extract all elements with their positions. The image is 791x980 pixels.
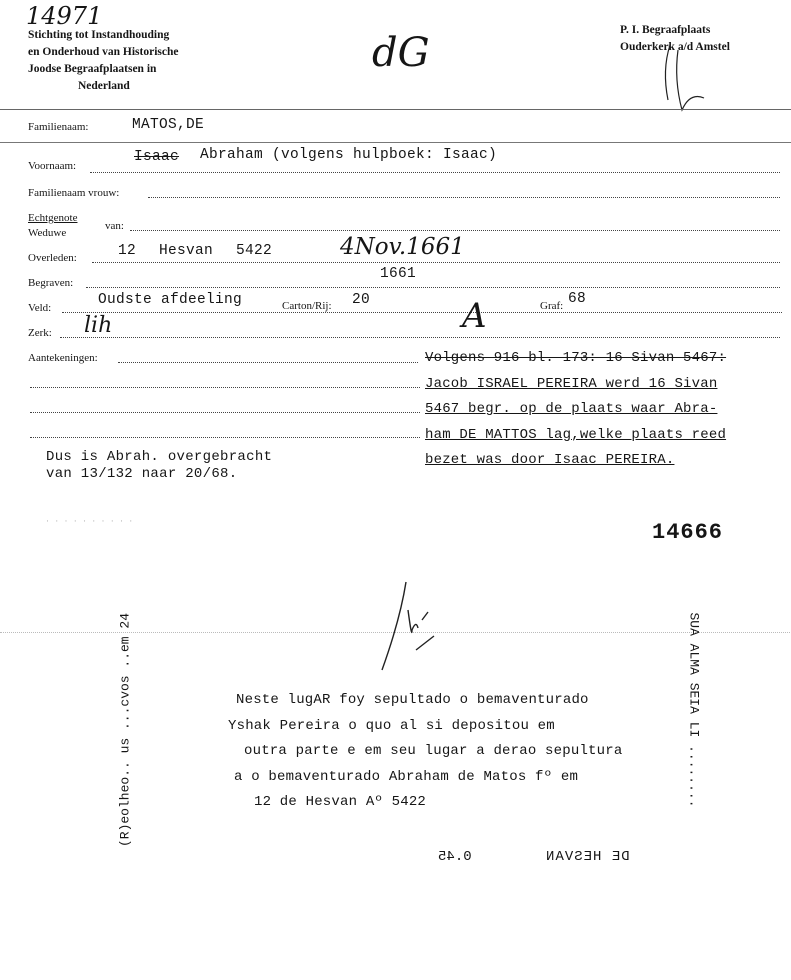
familienaam-label: Familienaam:	[28, 121, 89, 133]
initials-handwritten: dG	[372, 30, 430, 76]
mirrored-text-2: DE HESVAN	[545, 849, 630, 865]
inscription	[224, 688, 622, 816]
aantekeningen-dots-3	[30, 412, 420, 413]
veld-value: Oudste afdeeling	[98, 292, 243, 308]
record-number: 14666	[652, 520, 724, 545]
note-line-3: 5467 begr. op de plaats waar Abra-	[425, 401, 718, 417]
mirrored-text-1: 0.45	[438, 849, 472, 865]
begraven-label: Begraven:	[28, 277, 74, 289]
graf-label: Graf:	[540, 300, 564, 312]
echtgenote-label: Echtgenote	[28, 212, 78, 224]
note-line-2: Jacob ISRAEL PEREIRA werd 16 Sivan	[425, 375, 718, 392]
aantekeningen-dots-4	[30, 437, 420, 438]
familienaam-vrouw-label: Familienaam vrouw:	[28, 187, 120, 199]
side-note	[46, 449, 272, 483]
zerk-mark-handwritten: A	[462, 296, 487, 336]
carton-value: 20	[352, 292, 371, 308]
van-dots	[130, 230, 780, 231]
zerk-dots	[60, 337, 780, 338]
notes-block	[425, 346, 726, 474]
overleden-handwritten: 4Nov.1661	[340, 234, 465, 260]
aantekeningen-label: Aantekeningen:	[28, 352, 98, 364]
cemetery-line-1: P. I. Begraafplaats	[620, 24, 711, 36]
side-note-line-2: van 13/132 naar 20/68.	[46, 466, 238, 482]
aantekeningen-dots-1	[118, 362, 418, 363]
overleden-dots	[92, 262, 780, 263]
voornaam-value: Abraham (volgens hulpboek: Isaac)	[200, 147, 498, 163]
begraven-dots	[86, 287, 780, 288]
inscription-line-4: a o bemaventurado Abraham de Matos fº em	[234, 768, 579, 785]
right-vertical-text: SUA ALMA SEIA LI ........	[686, 612, 702, 808]
header-divider	[0, 109, 791, 110]
inscription-line-2: Yshak Pereira o quo al si depositou em	[228, 717, 555, 734]
zerk-handwritten: lih	[84, 313, 113, 338]
carton-label: Carton/Rij:	[282, 300, 332, 312]
cemetery-line-2: Ouderkerk a/d Amstel	[620, 41, 730, 53]
handwritten-signature-mark	[376, 580, 446, 680]
inscription-line-5: 12 de Hesvan Aº 5422	[254, 794, 427, 810]
card-number-handwritten: 14971	[26, 2, 103, 30]
familienaam-divider	[0, 142, 791, 143]
scan-noise-1: · · · · · · · · · ·	[46, 516, 135, 526]
veld-label: Veld:	[28, 302, 52, 314]
graf-value: 68	[568, 291, 587, 307]
begraven-value: 1661	[380, 266, 417, 282]
voornaam-label: Voornaam:	[28, 160, 77, 172]
pen-stroke-header	[660, 40, 720, 120]
aantekeningen-dots-2	[30, 387, 420, 388]
note-line-5: bezet was door Isaac PEREIRA.	[425, 452, 675, 468]
foundation-line-4: Nederland	[78, 80, 130, 92]
foundation-line-3: Joodse Begraafplaatsen in	[28, 63, 157, 75]
voornaam-dots	[90, 172, 780, 173]
foundation-name	[28, 27, 178, 95]
familienaam-value: MATOS,DE	[132, 117, 205, 133]
inscription-line-3: outra parte e em seu lugar a derao sepultura	[244, 743, 623, 759]
weduwe-label: Weduwe	[28, 227, 67, 239]
foundation-line-1: Stichting tot Instandhouding	[28, 29, 170, 41]
overleden-label: Overleden:	[28, 252, 77, 264]
zerk-label: Zerk:	[28, 327, 52, 339]
note-line-4: ham DE MATTOS lag,welke plaats reed	[425, 426, 727, 443]
voornaam-struck: Isaac	[134, 149, 180, 165]
van-label: van:	[105, 220, 124, 232]
overleden-value: 12 Hesvan 5422	[118, 243, 273, 259]
left-vertical-text: (R)eolheo.. us ...cvos ..em 24	[117, 612, 133, 848]
veld-dots	[62, 312, 782, 313]
familienaam-vrouw-dots	[148, 197, 780, 198]
note-line-1: Volgens 916 bl. 173: 16 Sivan 5467:	[425, 350, 727, 366]
foundation-line-2: en Onderhoud van Historische	[28, 46, 179, 58]
inscription-line-1: Neste lugAR foy sepultado o bemaventurado	[236, 692, 589, 708]
side-note-line-1: Dus is Abrah. overgebracht	[46, 449, 273, 465]
